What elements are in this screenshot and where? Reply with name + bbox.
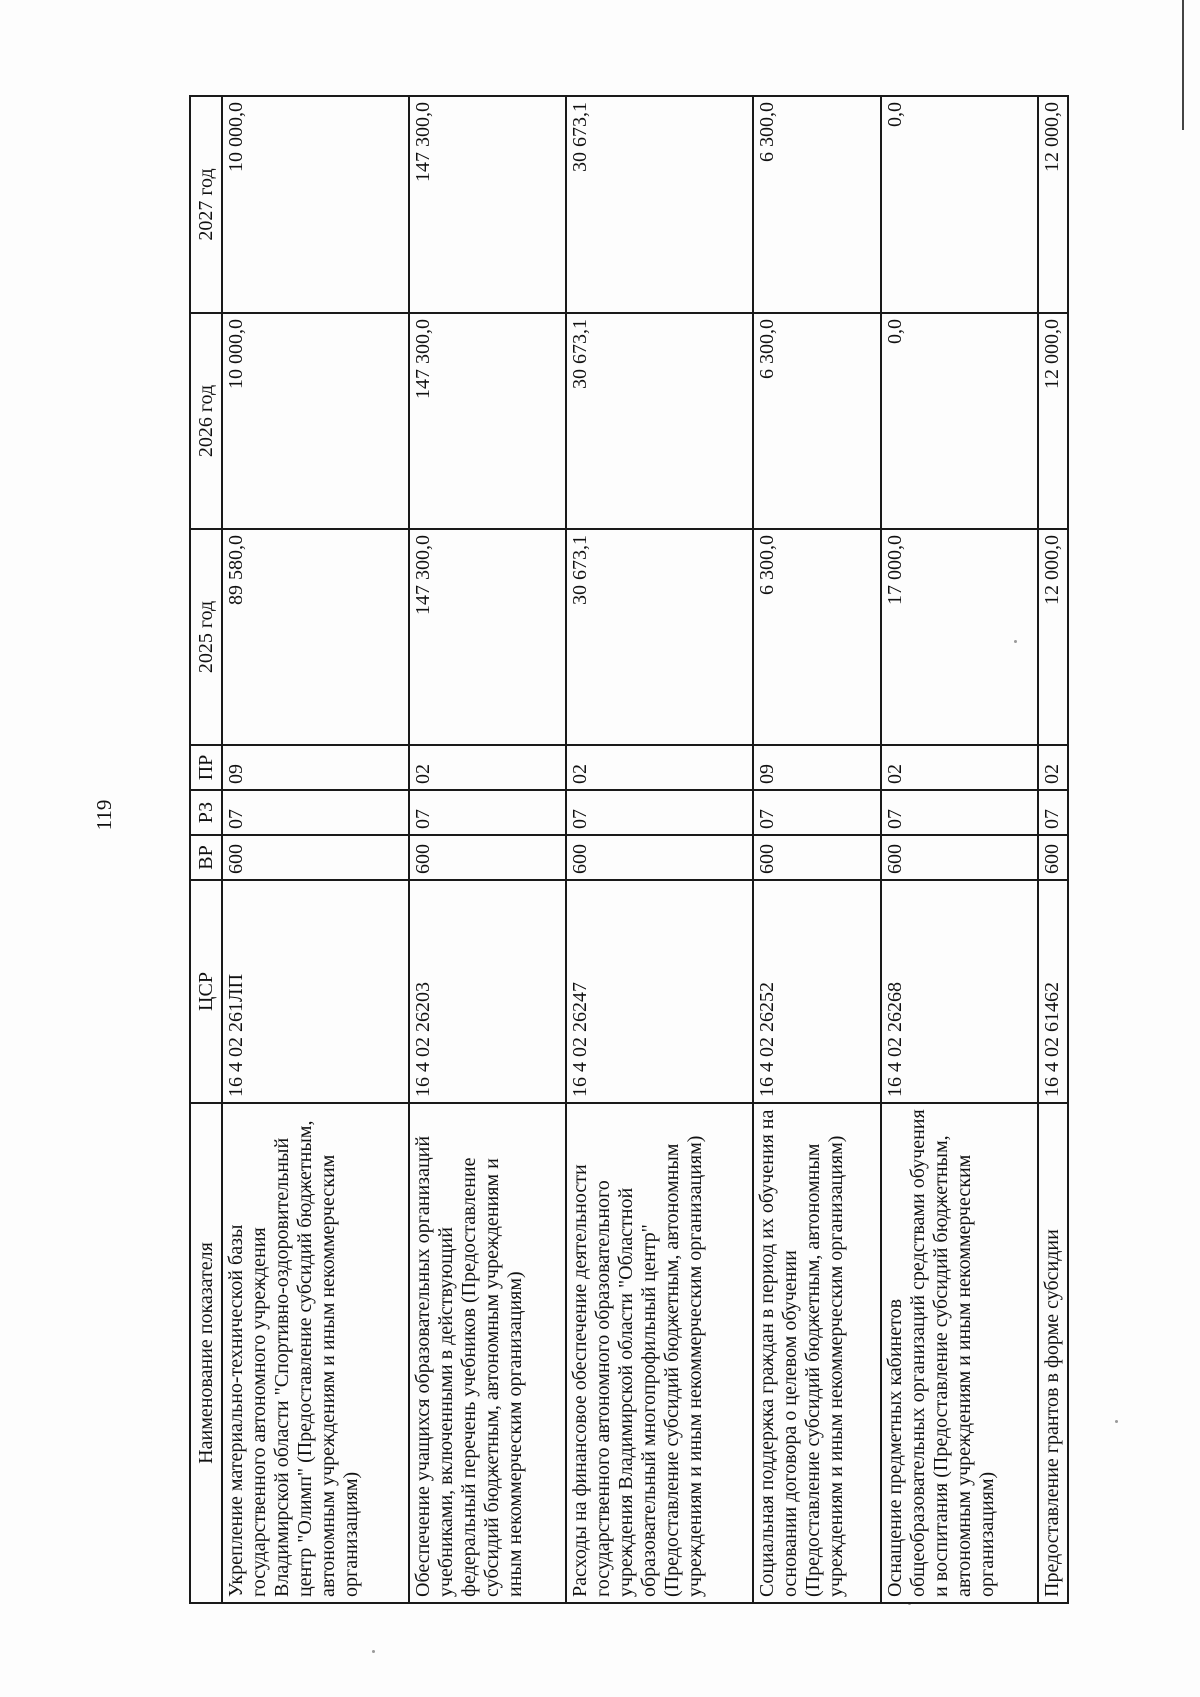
table-row: [222, 96, 409, 1603]
row-csr: 16 4 02 26268: [881, 880, 1038, 1103]
row-2026: 12 000,0: [1038, 313, 1068, 529]
row-2025: 89 580,0: [222, 529, 409, 745]
row-2026: 10 000,0: [222, 313, 409, 529]
header-csr: ЦСР: [190, 880, 222, 1103]
row-2025: 30 673,1: [566, 529, 753, 745]
header-2026: 2026 год: [190, 313, 222, 529]
row-2027: 0,0: [881, 96, 1038, 313]
row-name: Расходы на финансовое обеспечение деятельности государственного автономного образовательного учреждения Владимирской области "Областной образовательный многопрофильный центр" (Предоставление субсидий бюджетным, автономным учреждениям и иным некоммерческим организациям): [566, 1103, 753, 1603]
budget-table: [189, 95, 1069, 1604]
row-name: Укрепление материально-технической базы государственного автономного учреждения Владимирской области "Спортивно-оздоровительный центр "Олимп" (Предоставление субсидий бюджетным, автономным учреждениям и иным некоммерческим организациям): [222, 1103, 409, 1603]
row-rz: 07: [881, 790, 1038, 835]
page-number: 119: [92, 799, 116, 831]
row-2027: 6 300,0: [753, 96, 880, 313]
header-2025: 2025 год: [190, 529, 222, 745]
row-rz: 07: [566, 790, 753, 835]
header-name: Наименование показателя: [190, 1103, 222, 1603]
row-vr: 600: [1038, 835, 1068, 880]
table-row: [566, 96, 753, 1603]
row-pr: 02: [409, 745, 566, 790]
table-row: [753, 96, 880, 1603]
row-2026: 147 300,0: [409, 313, 566, 529]
header-2027: 2027 год: [190, 96, 222, 313]
scan-edge-line: [1182, 0, 1184, 130]
row-2025: 6 300,0: [753, 529, 880, 745]
row-pr: 09: [753, 745, 880, 790]
row-vr: 600: [222, 835, 409, 880]
row-2025: 147 300,0: [409, 529, 566, 745]
row-name: Социальная поддержка граждан в период их обучения на основании договора о целевом обучении (Предоставление субсидий бюджетным, автономным учреждениям и иным некоммерческим организациям): [753, 1103, 880, 1603]
row-vr: 600: [409, 835, 566, 880]
row-csr: 16 4 02 26252: [753, 880, 880, 1103]
row-pr: 09: [222, 745, 409, 790]
row-name: Предоставление грантов в форме субсидии: [1038, 1103, 1068, 1603]
row-2027: 10 000,0: [222, 96, 409, 313]
row-pr: 02: [566, 745, 753, 790]
row-vr: 600: [881, 835, 1038, 880]
row-2025: 12 000,0: [1038, 529, 1068, 745]
row-2026: 0,0: [881, 313, 1038, 529]
row-2027: 30 673,1: [566, 96, 753, 313]
row-vr: 600: [566, 835, 753, 880]
row-2025: 17 000,0: [881, 529, 1038, 745]
rotated-table-container: [189, 97, 1069, 1604]
row-2027: 12 000,0: [1038, 96, 1068, 313]
row-rz: 07: [1038, 790, 1068, 835]
row-pr: 02: [1038, 745, 1068, 790]
table-row: [409, 96, 566, 1603]
row-rz: 07: [409, 790, 566, 835]
row-2026: 6 300,0: [753, 313, 880, 529]
scan-speck: [1115, 1420, 1118, 1423]
row-csr: 16 4 02 61462: [1038, 880, 1068, 1103]
table-row: [1038, 96, 1068, 1603]
row-name: Обеспечение учащихся образовательных организаций учебниками, включенными в действующий федеральный перечень учебников (Предоставление субсидий бюджетным, автономным учреждениям и иным некоммерческим организациям): [409, 1103, 566, 1603]
row-rz: 07: [222, 790, 409, 835]
row-csr: 16 4 02 261ЛП: [222, 880, 409, 1103]
row-2026: 30 673,1: [566, 313, 753, 529]
table-row: [881, 96, 1038, 1603]
header-rz: РЗ: [190, 790, 222, 835]
table-header-row: [190, 96, 222, 1603]
row-csr: 16 4 02 26247: [566, 880, 753, 1103]
row-name: Оснащение предметных кабинетов общеобразовательных организаций средствами обучения и воспитания (Предоставление субсидий бюджетным, автономным учреждениям и иным некоммерческим организациям): [881, 1103, 1038, 1603]
row-2027: 147 300,0: [409, 96, 566, 313]
row-pr: 02: [881, 745, 1038, 790]
row-rz: 07: [753, 790, 880, 835]
row-vr: 600: [753, 835, 880, 880]
header-pr: ПР: [190, 745, 222, 790]
scan-speck: [372, 1650, 375, 1653]
row-csr: 16 4 02 26203: [409, 880, 566, 1103]
header-vr: ВР: [190, 835, 222, 880]
